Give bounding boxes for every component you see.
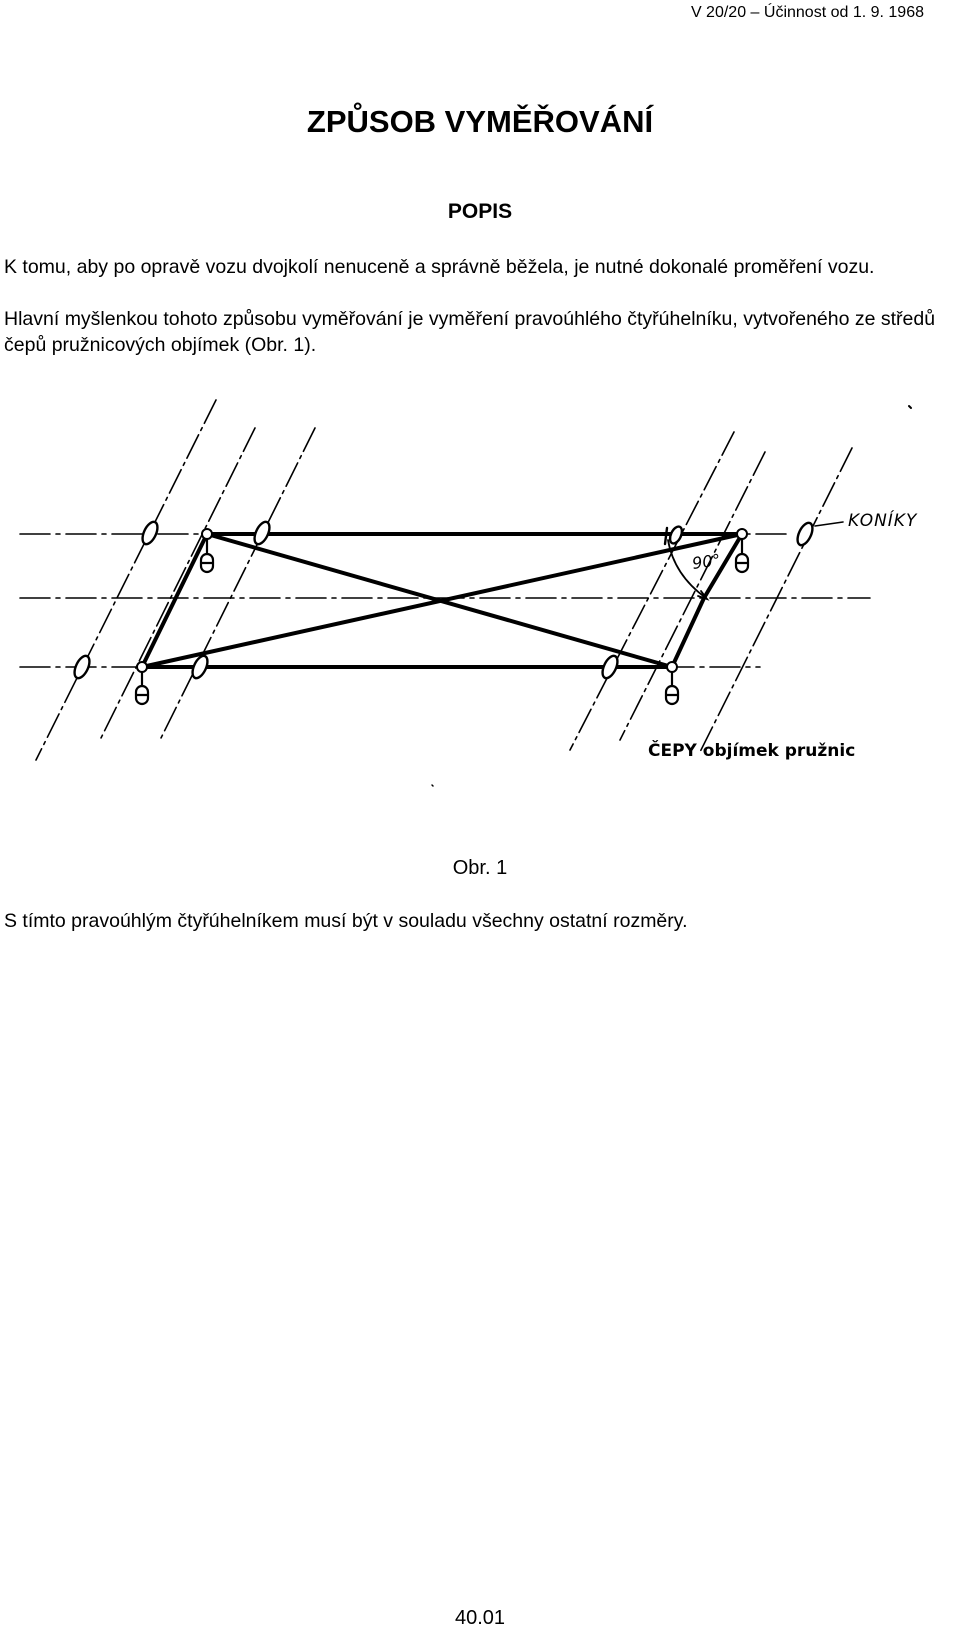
section-heading: POPIS bbox=[447, 200, 513, 223]
angle-label: 90° bbox=[690, 550, 722, 573]
paragraph-intro: K tomu, aby po opravě vozu dvojkolí nenuceně a správně běžela, je nutné dokonalé proměření vozu. bbox=[4, 256, 875, 278]
leader-line bbox=[815, 522, 843, 526]
figure-caption: Obr. 1 bbox=[452, 857, 508, 879]
header-reference: V 20/20 – Účinnost od 1. 9. 1968 bbox=[690, 4, 924, 21]
page-number: 40.01 bbox=[454, 1607, 506, 1629]
hanging-pins bbox=[136, 539, 748, 704]
page-title: ZPŮSOB VYMĚŘOVÁNÍ bbox=[306, 104, 654, 139]
koniky-label: KONÍKY bbox=[848, 511, 918, 531]
paragraph-main-idea: Hlavní myšlenkou tohoto způsobu vyměřování je vyměření pravoúhlého čtyřúhelníku, vytvořeného ze středů čepů pružnicových objímek (Obr. 1). bbox=[4, 308, 936, 356]
figure-1-diagram bbox=[0, 390, 960, 810]
axle-lines bbox=[36, 400, 852, 760]
paragraph-conclusion: S tímto pravoúhlým čtyřúhelníkem musí být v souladu všechny ostatní rozměry. bbox=[4, 910, 688, 932]
measured-quadrilateral bbox=[142, 534, 742, 667]
cepy-label: ČEPY objímek pružnic bbox=[648, 741, 856, 761]
